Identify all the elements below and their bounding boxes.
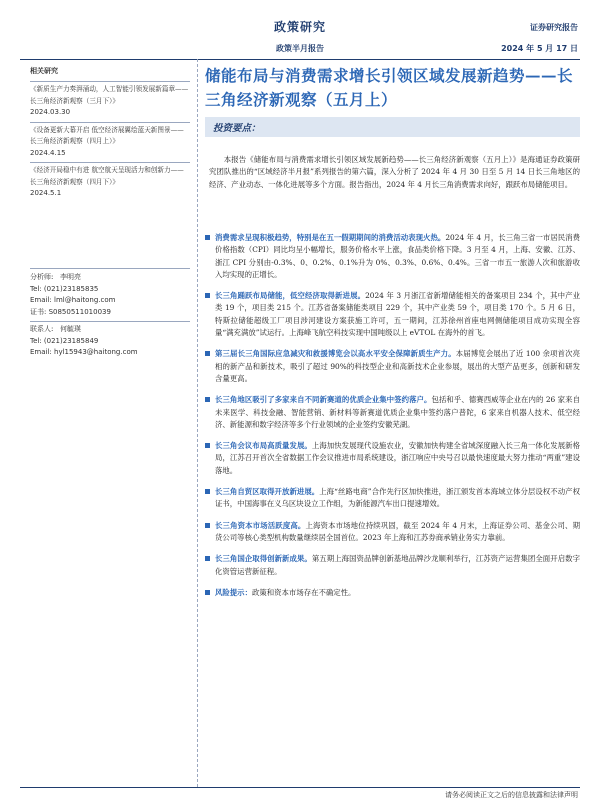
key-point xyxy=(205,520,580,545)
bullet-square-icon xyxy=(205,235,210,240)
related-research-list xyxy=(30,80,190,203)
related-item-date: 2024.5.1 xyxy=(30,189,62,197)
key-point-lead: 长三角国企取得创新新成果。 xyxy=(215,554,312,564)
key-point-text: 上海“丝路电商”合作先行区加快推进，浙江颁发首本海域立体分层设权不动产权证书，中国海事在义乌区块设立工作组，为新能源汽车出口提速增效。 xyxy=(215,487,580,509)
key-point-text: 包括和乎、德赛西威等企业在内的 26 家来自未来医学、科技金融、智能营销、新材料等新赛道优质企业集中签约落户普陀，6 家来自机器人技术、低空经济、新能源和数字经济等多个行业领域的企业签约安徽芜湖。 xyxy=(215,395,580,429)
key-point-lead: 长三角会议布局高质量发展。 xyxy=(215,441,312,451)
analyst-name: 李明亮 xyxy=(60,273,82,281)
key-points-list xyxy=(205,232,580,608)
bullet-square-icon xyxy=(205,351,210,356)
bullet-square-icon xyxy=(205,397,210,402)
related-item-title: 《经济开局稳中有进 航空航天呈现活力和创新力——长三角经济新观察（四月下）》 xyxy=(30,166,184,186)
contact-tel: Tel: (021)23185849 xyxy=(30,336,99,345)
key-point-text: 上海资本市场地位持续巩固，截至 2024 年 4 月末，上海证券公司、基金公司、期货公司等核心类型机构数量继续居全国首位。2023 年上海和江苏券商承销业务实力靠前。 xyxy=(215,520,580,542)
analyst-label: 分析师: xyxy=(30,273,54,281)
key-point xyxy=(205,587,580,599)
key-point-text: 2024 年 4 月，长三角三省一市居民消费价格指数（CPI）同比均呈小幅增长，服务价格水平上涨，食品类价格下降。3 月至 4 月，上海、安徽、江苏、浙江 CPI 分别由-0.3%、0、0.2%、0.1%升为 0%、0.3%、0.6%、0.4%。三省一市五一旅游人次和旅游收入均实现的正增长。 xyxy=(215,233,581,279)
related-item-date: 2024.03.30 xyxy=(30,108,71,116)
key-point xyxy=(205,232,580,281)
key-point-text: 本届博览会展出了近 100 余项首次亮相的新产品和新技术，吸引了超过 90%的科技型企业和高新技术企业参展，展出的大型产品更多，创新和研发含量更高。 xyxy=(215,349,580,383)
footer-divider xyxy=(20,787,580,788)
key-point-lead: 长三角资本市场活跃度高。 xyxy=(215,520,306,530)
related-divider xyxy=(30,162,190,163)
report-series-title: 政策研究 xyxy=(273,20,326,34)
analyst-email[interactable]: Email: lml@haitong.com xyxy=(30,296,116,304)
related-item[interactable] xyxy=(30,84,190,119)
analyst-cert: 证书: S0850511010039 xyxy=(30,307,111,316)
key-point-lead: 长三角自贸区取得开放新进展。 xyxy=(215,487,320,497)
report-meta xyxy=(501,22,578,54)
report-header xyxy=(230,18,370,54)
related-item-date: 2024.4.15 xyxy=(30,148,66,157)
bullet-square-icon xyxy=(205,523,210,528)
investment-highlights-bar xyxy=(205,117,580,137)
analyst-divider xyxy=(30,268,190,269)
key-point-lead: 第三届长三角国际应急减灾和救援博览会以高水平安全保障新质生产力。 xyxy=(215,349,456,359)
report-date: 2024 年 5 月 17 日 xyxy=(501,44,578,53)
analyst-tel: Tel: (021)23185835 xyxy=(30,284,99,293)
report-series-subtitle: 政策半月报告 xyxy=(276,43,324,53)
related-item[interactable] xyxy=(30,125,190,160)
related-divider xyxy=(30,81,190,82)
contact-name: 何毓瑛 xyxy=(60,325,82,333)
key-point xyxy=(205,394,580,431)
investment-highlights-heading: 投资要点： xyxy=(213,123,261,134)
contact-block xyxy=(30,324,190,359)
bullet-square-icon xyxy=(205,489,210,494)
column-divider xyxy=(197,59,198,787)
intro-paragraph: 本报告《储能布局与消费需求增长引领区域发展新趋势——长三角经济新观察（五月上）》是海通证券政策研究团队推出的“区域经济半月报”系列报告的第六篇，深入分析了 2024 年 4 月 30 日至 5 月 14 日长三角地区的经济、产业动态、一体化进展等多个方面。报告指出，2024 年 4 月长三角消费需求向好，跟跃布局储能项目。 xyxy=(209,155,580,189)
related-item-title: 《设备更新大幕开启 低空经济展翼绘蓝天新图景——长三角经济新观察（四月上）》 xyxy=(30,125,184,145)
related-item[interactable] xyxy=(30,165,190,200)
report-type-badge: 证券研究报告 xyxy=(530,22,578,32)
contact-divider xyxy=(30,321,190,322)
related-research-heading: 相关研究 xyxy=(30,66,58,75)
key-point-lead: 风险提示： xyxy=(215,587,252,597)
bullet-square-icon xyxy=(205,443,210,448)
key-point-text: 政策和资本市场存在不确定性。 xyxy=(251,587,356,597)
key-point-lead: 长三角踊跃布局储能，低空经济取得新进展。 xyxy=(215,291,366,301)
key-point-lead: 消费需求呈现积极趋势，特别是在五一假期期间的消费活动表现火热。 xyxy=(215,233,446,242)
bullet-square-icon xyxy=(205,556,210,561)
key-point-text: 2024 年 3 月浙江省新增储能相关的备案项目 234 个，其中产业类 19 个，项目类 215 个。江苏省备案储能类项目 229 个，其中产业类 59 个，项目类 170 个。5 月 6 日，特斯拉储能超级工厂项目涉河建设方案获施工许可，五一期间，江苏徐州首座电网侧储能项目成功实现全容量“满充满放”试运行。上海峰飞航空科技实现中国吨级以上 eVTOL 在海外的首飞。 xyxy=(215,291,580,338)
key-point xyxy=(205,440,580,477)
key-point-text: 上海加快发展现代设施农业，安徽加快构建全省域深度融入长三角一体化发展新格局，江苏召开首次全省数据工作会议推进市局系统建设，浙江响应中央号召以最快速度最大努力推动“两重”建设落地。 xyxy=(215,441,580,475)
related-divider xyxy=(30,122,190,123)
key-point xyxy=(205,348,580,385)
bullet-square-icon xyxy=(205,293,210,298)
key-point-lead: 长三角地区吸引了多家来自不同新赛道的优质企业集中签约落户。 xyxy=(215,395,432,405)
footer-disclaimer: 请务必阅读正文之后的信息披露和法律声明 xyxy=(445,791,578,799)
analyst-line xyxy=(30,272,190,284)
report-title: 储能布局与消费需求增长引领区域发展新趋势——长三角经济新观察（五月上） xyxy=(205,66,574,109)
contact-line xyxy=(30,324,190,336)
key-point xyxy=(205,290,580,339)
contact-email[interactable]: Email: hyl15943@haitong.com xyxy=(30,348,138,356)
contact-label: 联系人: xyxy=(30,325,54,333)
key-point xyxy=(205,553,580,578)
bullet-square-icon xyxy=(205,590,210,595)
analyst-block xyxy=(30,272,190,318)
related-item-title: 《新质生产力奏湃涌动，人工智能引领发展新篇章——长三角经济新观察（三月下）》 xyxy=(30,85,189,105)
key-point-text: 第五期上海国资品牌创新基地品牌沙龙顺利举行，江苏资产运营集团全面开启数字化资管运营新征程。 xyxy=(215,554,580,576)
key-point xyxy=(205,486,580,511)
header-divider xyxy=(20,59,580,60)
